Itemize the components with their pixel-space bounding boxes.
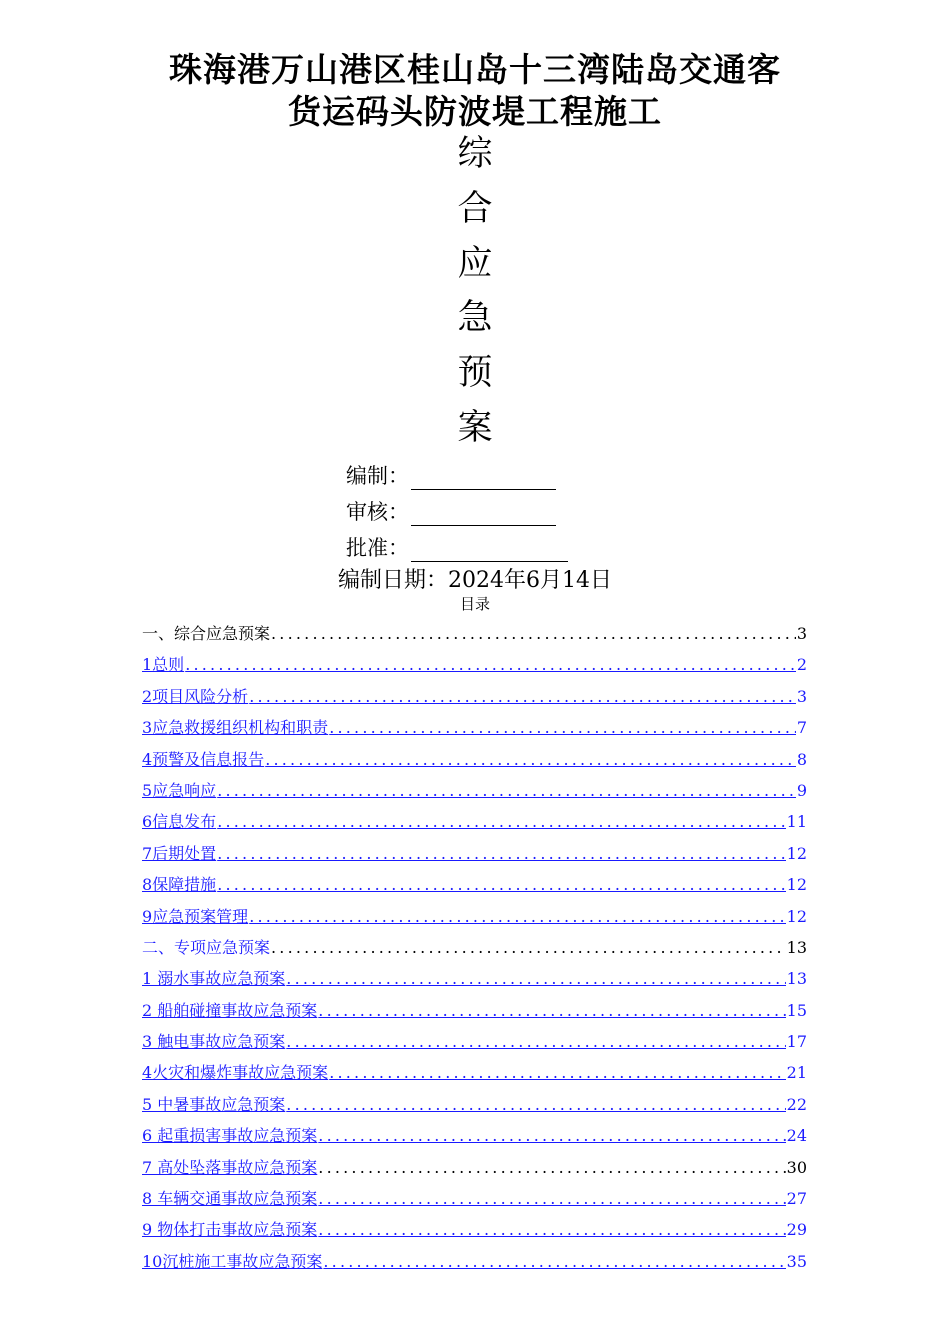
vertical-title-char: 应 bbox=[457, 244, 493, 284]
vertical-title-char: 合 bbox=[457, 189, 493, 229]
toc-item-page: 9 bbox=[796, 780, 807, 800]
toc-item-label: 二、专项应急预案 bbox=[142, 937, 271, 957]
toc-item-page: 13 bbox=[786, 937, 807, 957]
toc-item[interactable] bbox=[142, 905, 807, 936]
toc-item-page: 11 bbox=[786, 812, 807, 832]
toc-item[interactable] bbox=[142, 967, 807, 998]
compile-date: 编制日期：2024年6月14日 bbox=[338, 568, 612, 593]
toc-leader-dots bbox=[271, 936, 786, 960]
reviewed-by-field bbox=[346, 498, 556, 526]
toc-item-label: 5 中暑事故应急预案 bbox=[142, 1094, 286, 1114]
toc-leader-dots bbox=[318, 1124, 785, 1148]
vertical-title-char: 预 bbox=[457, 353, 493, 393]
compiled-by-label: 编制： bbox=[346, 464, 409, 488]
toc-item-page: 13 bbox=[786, 969, 807, 989]
table-of-contents bbox=[142, 622, 807, 1281]
toc-item[interactable] bbox=[142, 1156, 807, 1187]
vertical-title-char: 急 bbox=[457, 298, 493, 338]
toc-leader-dots bbox=[265, 748, 796, 772]
toc-item[interactable] bbox=[142, 748, 807, 779]
toc-leader-dots bbox=[249, 905, 785, 929]
toc-item-page: 3 bbox=[796, 624, 807, 643]
toc-item[interactable] bbox=[142, 653, 807, 684]
toc-item-label: 1 溺水事故应急预案 bbox=[142, 969, 286, 989]
toc-item[interactable] bbox=[142, 1124, 807, 1155]
toc-leader-dots bbox=[217, 873, 785, 897]
toc-item-label: 8保障措施 bbox=[142, 875, 217, 895]
toc-leader-dots bbox=[318, 1218, 785, 1242]
toc-item[interactable] bbox=[142, 685, 807, 716]
toc-item-label: 一、综合应急预案 bbox=[142, 624, 271, 643]
toc-item-page: 35 bbox=[786, 1251, 807, 1271]
toc-item-label: 9 物体打击事故应急预案 bbox=[142, 1220, 318, 1240]
toc-leader-dots bbox=[185, 653, 796, 677]
toc-item-page: 22 bbox=[786, 1094, 807, 1114]
reviewed-by-label: 审核： bbox=[346, 500, 409, 524]
toc-item-label: 6 起重损害事故应急预案 bbox=[142, 1126, 318, 1146]
toc-item-page: 12 bbox=[786, 843, 807, 863]
toc-item-label: 2 船舶碰撞事故应急预案 bbox=[142, 1000, 318, 1020]
toc-item-label: 9应急预案管理 bbox=[142, 906, 249, 926]
toc-item[interactable] bbox=[142, 936, 807, 967]
toc-item-page: 27 bbox=[786, 1189, 807, 1209]
compiled-by-field bbox=[346, 462, 556, 490]
vertical-title-char: 案 bbox=[457, 408, 493, 448]
toc-item[interactable] bbox=[142, 1218, 807, 1249]
toc-item-page: 30 bbox=[786, 1157, 807, 1177]
toc-leader-dots bbox=[323, 1250, 785, 1274]
toc-item-label: 1总则 bbox=[142, 655, 185, 675]
toc-item-label: 3应急救援组织机构和职责 bbox=[142, 718, 329, 738]
toc-item[interactable] bbox=[142, 810, 807, 841]
toc-item[interactable] bbox=[142, 779, 807, 810]
reviewed-by-signature-line bbox=[411, 505, 556, 526]
toc-leader-dots bbox=[217, 842, 785, 866]
toc-item-label: 6信息发布 bbox=[142, 812, 217, 832]
toc-leader-dots bbox=[271, 622, 796, 646]
toc-item-page: 21 bbox=[786, 1063, 807, 1083]
toc-item[interactable] bbox=[142, 873, 807, 904]
toc-item-label: 4火灾和爆炸事故应急预案 bbox=[142, 1063, 329, 1083]
toc-item-page: 2 bbox=[796, 655, 807, 675]
toc-item[interactable] bbox=[142, 1030, 807, 1061]
toc-item-page: 7 bbox=[796, 718, 807, 738]
toc-leader-dots bbox=[249, 685, 796, 709]
approved-by-signature-line bbox=[411, 541, 568, 562]
approved-by-field bbox=[346, 534, 568, 562]
toc-leader-dots bbox=[286, 1030, 785, 1054]
toc-leader-dots bbox=[318, 1156, 785, 1180]
toc-leader-dots bbox=[286, 967, 785, 991]
toc-item-label: 2项目风险分析 bbox=[142, 686, 249, 706]
toc-item-label: 8 车辆交通事故应急预案 bbox=[142, 1189, 318, 1209]
document-title-line-2: 货运码头防波堤工程施工 bbox=[288, 92, 662, 131]
toc-item-label: 4预警及信息报告 bbox=[142, 749, 265, 769]
toc-item-page: 17 bbox=[786, 1032, 807, 1052]
toc-leader-dots bbox=[286, 1093, 785, 1117]
toc-item-label: 10沉桩施工事故应急预案 bbox=[142, 1251, 323, 1271]
toc-item-label: 5应急响应 bbox=[142, 780, 217, 800]
toc-item[interactable] bbox=[142, 622, 807, 653]
toc-item-page: 15 bbox=[786, 1000, 807, 1020]
toc-leader-dots bbox=[318, 1187, 785, 1211]
toc-item-label: 7后期处置 bbox=[142, 843, 217, 863]
toc-item[interactable] bbox=[142, 1250, 807, 1281]
approved-by-label: 批准： bbox=[346, 536, 409, 560]
toc-item[interactable] bbox=[142, 716, 807, 747]
toc-leader-dots bbox=[329, 716, 796, 740]
toc-item[interactable] bbox=[142, 1187, 807, 1218]
compiled-by-signature-line bbox=[411, 469, 556, 490]
toc-heading: 目录 bbox=[459, 595, 490, 613]
toc-item[interactable] bbox=[142, 1061, 807, 1092]
toc-item-label: 3 触电事故应急预案 bbox=[142, 1032, 286, 1052]
toc-item[interactable] bbox=[142, 842, 807, 873]
toc-leader-dots bbox=[217, 779, 796, 803]
toc-item-page: 24 bbox=[786, 1126, 807, 1146]
vertical-title-char: 综 bbox=[457, 134, 493, 174]
toc-item-page: 12 bbox=[786, 875, 807, 895]
toc-item-page: 29 bbox=[786, 1220, 807, 1240]
toc-item-page: 3 bbox=[796, 686, 807, 706]
toc-leader-dots bbox=[217, 810, 785, 834]
toc-item[interactable] bbox=[142, 999, 807, 1030]
toc-item[interactable] bbox=[142, 1093, 807, 1124]
toc-leader-dots bbox=[318, 999, 785, 1023]
toc-item-page: 8 bbox=[796, 749, 807, 769]
toc-leader-dots bbox=[329, 1061, 785, 1085]
toc-item-page: 12 bbox=[786, 906, 807, 926]
toc-item-label: 7 高处坠落事故应急预案 bbox=[142, 1157, 318, 1177]
document-title-line-1: 珠海港万山港区桂山岛十三湾陆岛交通客 bbox=[169, 50, 781, 89]
